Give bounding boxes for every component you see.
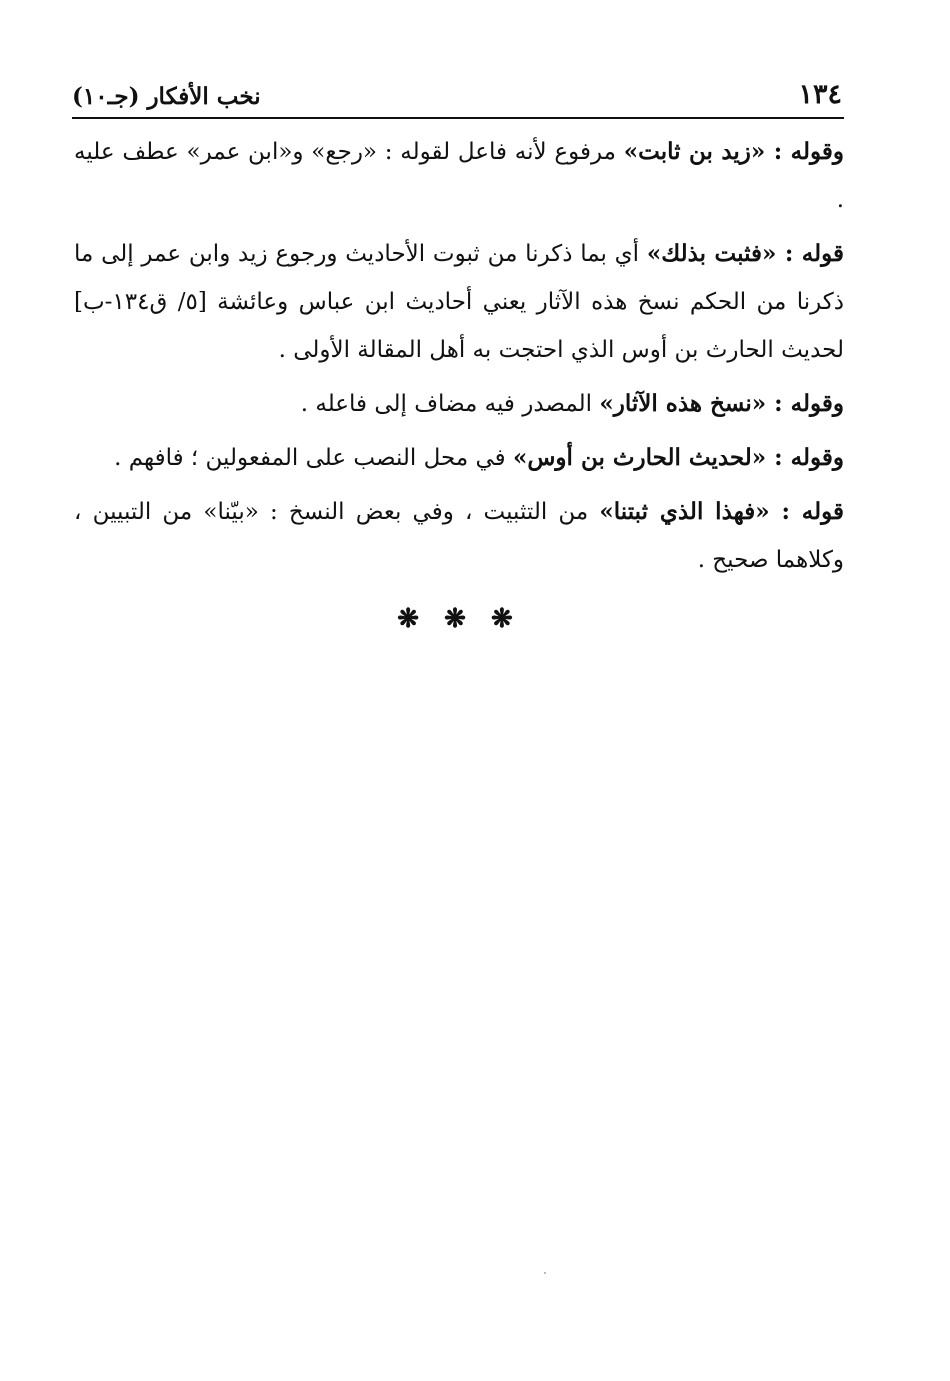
paragraph [74, 380, 844, 428]
page-number: ١٣٤ [798, 79, 842, 110]
paragraph [74, 434, 844, 482]
commentary-text: المصدر فيه مضاف إلى فاعله . [300, 391, 600, 417]
quoted-phrase: وقوله : «نسخ هذه الآثار» [599, 390, 844, 417]
paragraph [74, 488, 844, 584]
page-header [72, 64, 842, 110]
commentary-text: مرفوع لأنه فاعل لقوله : «رجع» و«ابن عمر» عطف عليه . [74, 139, 844, 213]
section-divider-asterisks: ❋ ❋ ❋ [397, 604, 521, 634]
commentary-text: في محل النصب على المفعولين ؛ فافهم . [114, 445, 513, 471]
paragraph [74, 128, 844, 224]
commentary-text: من التثبيت ، وفي بعض النسخ : «بيّنا» من التبيين ، وكلاهما صحيح . [74, 499, 844, 573]
quoted-phrase: قوله : «فثبت بذلك» [646, 240, 845, 267]
paragraph [74, 230, 844, 374]
quoted-phrase: وقوله : «زيد بن ثابت» [623, 138, 844, 165]
scan-speck [544, 1272, 546, 1274]
quoted-phrase: قوله : «فهذا الذي ثبتنا» [599, 498, 845, 525]
quoted-phrase: وقوله : «لحديث الحارث بن أوس» [512, 444, 844, 471]
header-rule [72, 117, 844, 119]
commentary-text: أي بما ذكرنا من ثبوت الأحاديث ورجوع زيد وابن عمر إلى ما ذكرنا من الحكم نسخ هذه الآثار يعني أحاديث ابن عباس وعائشة [٥/ ق١٣٤-ب] لحديث الحارث بن أوس الذي احتجت به أهل المقالة الأولى . [74, 241, 844, 363]
page-body [74, 128, 844, 634]
running-title: نخب الأفكار (جـ١٠) [72, 83, 261, 110]
